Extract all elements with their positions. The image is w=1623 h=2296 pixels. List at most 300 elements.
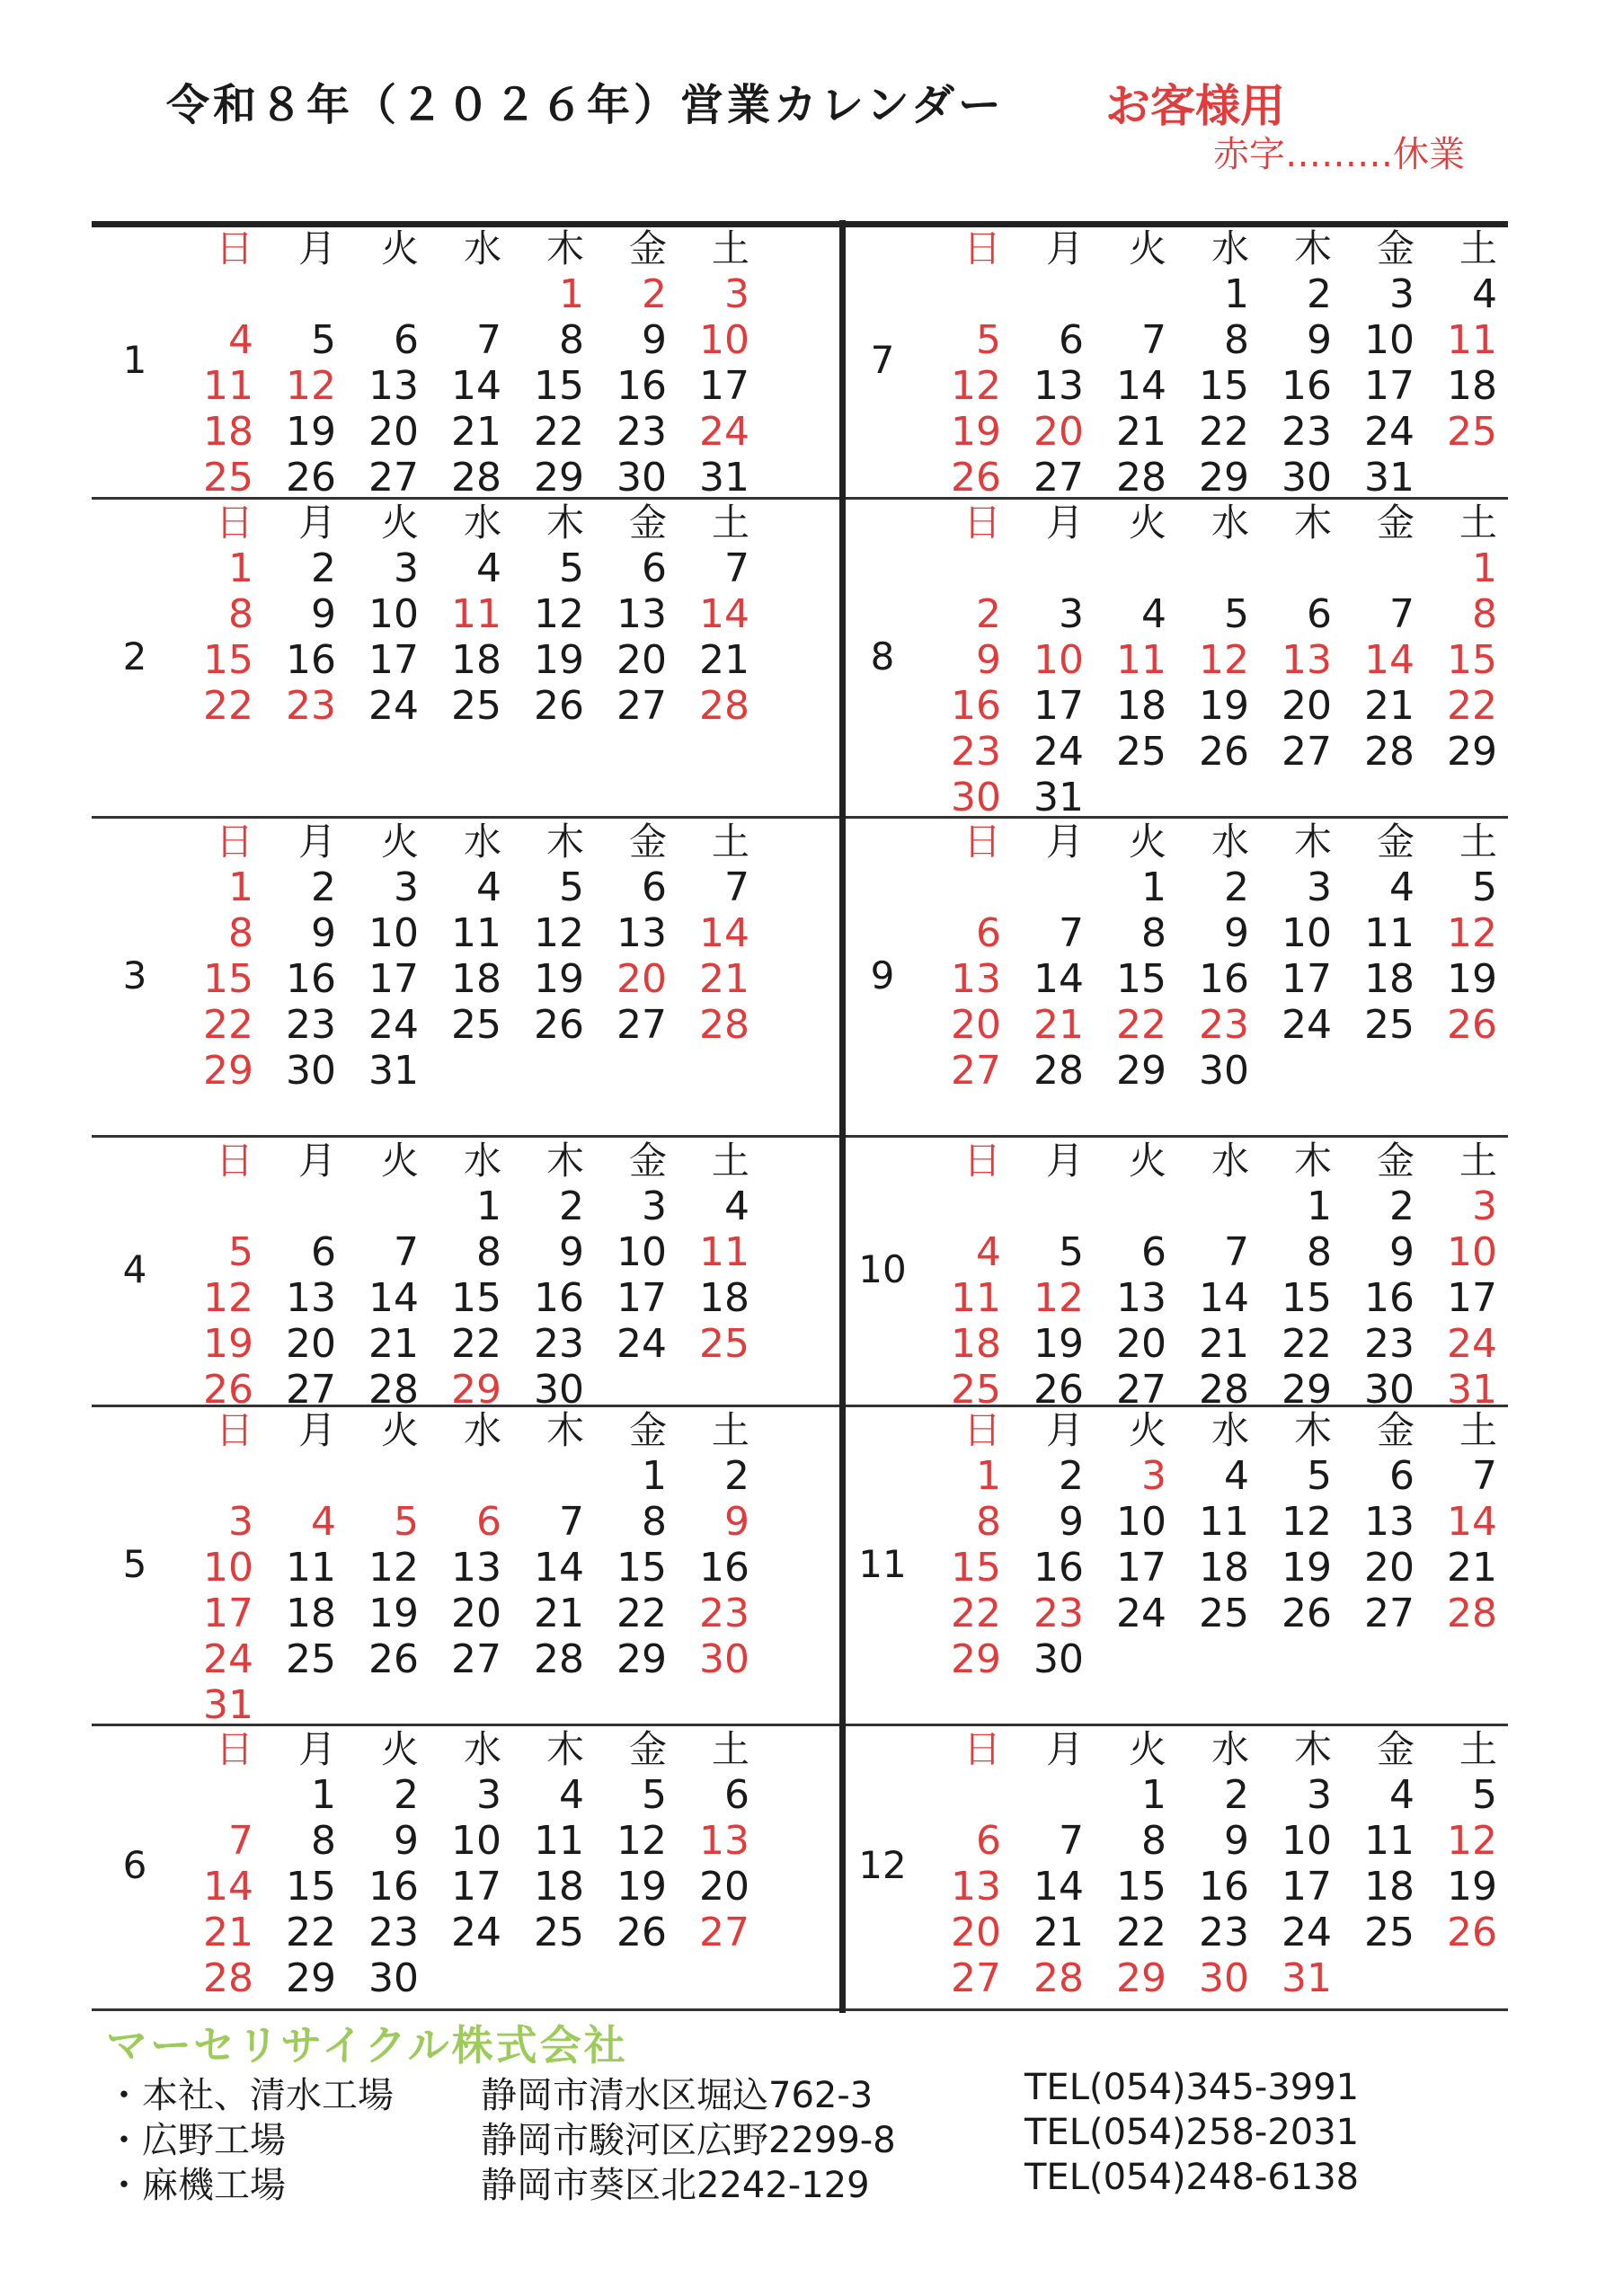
weekday-header: 火 (380, 501, 419, 545)
calendar-day: 27 (1033, 455, 1084, 501)
calendar-day: 21 (534, 1591, 584, 1636)
calendar-day: 27 (616, 1002, 667, 1048)
weekday-header: 日 (215, 226, 253, 270)
calendar-day-holiday: 19 (951, 409, 1001, 455)
calendar-day: 7 (476, 317, 501, 363)
calendar-day-holiday: 14 (203, 1864, 253, 1910)
calendar-day: 25 (1364, 1002, 1415, 1048)
weekday-header: 金 (1376, 1727, 1415, 1771)
weekday-header: 水 (463, 501, 501, 545)
calendar-day: 16 (616, 363, 667, 409)
calendar-day: 6 (311, 1229, 336, 1275)
calendar-day: 28 (451, 455, 501, 501)
weekday-header: 水 (1211, 1408, 1249, 1452)
calendar-day-holiday: 5 (976, 317, 1001, 363)
calendar-day: 21 (1116, 409, 1166, 455)
calendar-day: 19 (616, 1864, 667, 1910)
calendar-day-holiday: 28 (699, 683, 749, 729)
weekday-header: 土 (711, 1408, 749, 1452)
weekday-header: 火 (380, 1139, 419, 1183)
calendar-day-holiday: 29 (203, 1048, 253, 1094)
calendar-day: 7 (1224, 1229, 1249, 1275)
calendar-day: 15 (451, 1275, 501, 1321)
calendar-day: 9 (394, 1818, 419, 1864)
calendar-day: 19 (1447, 956, 1497, 1002)
calendar-day: 26 (286, 455, 336, 501)
calendar-day: 30 (616, 455, 667, 501)
calendar-day: 5 (311, 317, 336, 363)
calendar-day: 4 (559, 1772, 584, 1818)
calendar-day: 20 (286, 1321, 336, 1367)
month-label: 3 (122, 953, 147, 997)
calendar-day: 17 (1033, 683, 1084, 729)
calendar-day: 8 (559, 317, 584, 363)
weekday-header: 水 (1211, 1727, 1249, 1771)
weekday-header: 日 (962, 1139, 1001, 1183)
calendar-day: 5 (1224, 591, 1249, 637)
calendar-day: 5 (642, 1772, 667, 1818)
calendar-day: 18 (1199, 1545, 1249, 1591)
calendar-day-holiday: 26 (1447, 1910, 1497, 1955)
calendar-day: 2 (1224, 864, 1249, 910)
calendar-day: 29 (534, 455, 584, 501)
calendar-day: 6 (724, 1772, 749, 1818)
calendar-day: 29 (286, 1955, 336, 2001)
calendar-day: 22 (1282, 1321, 1332, 1367)
weekday-header: 金 (628, 501, 667, 545)
calendar-day: 3 (1389, 271, 1415, 317)
calendar-day: 5 (559, 545, 584, 591)
calendar-day: 16 (1364, 1275, 1415, 1321)
weekday-header: 日 (962, 1408, 1001, 1452)
calendar-day: 15 (1116, 956, 1166, 1002)
calendar-day-holiday: 20 (1033, 409, 1084, 455)
weekday-header: 水 (463, 1139, 501, 1183)
calendar-day-holiday: 28 (699, 1002, 749, 1048)
calendar-day: 6 (1141, 1229, 1166, 1275)
calendar-day-holiday: 28 (203, 1955, 253, 2001)
calendar-day: 25 (451, 683, 501, 729)
calendar-day: 28 (1033, 1048, 1084, 1094)
calendar-day: 3 (1059, 591, 1084, 637)
calendar-day-holiday: 27 (699, 1910, 749, 1955)
calendar-day: 7 (1389, 591, 1415, 637)
calendar-day: 27 (368, 455, 419, 501)
calendar-day: 16 (286, 637, 336, 683)
calendar-day-holiday: 1 (228, 864, 253, 910)
weekday-header: 火 (1128, 1139, 1166, 1183)
calendar-day-holiday: 5 (394, 1499, 419, 1545)
calendar-day: 22 (1116, 1910, 1166, 1955)
weekday-header: 土 (711, 1727, 749, 1771)
calendar-day: 23 (534, 1321, 584, 1367)
weekday-header: 水 (1211, 1139, 1249, 1183)
calendar-day: 27 (286, 1367, 336, 1413)
calendar-day: 9 (311, 591, 336, 637)
weekday-header: 月 (1045, 501, 1084, 545)
calendar-day-holiday: 28 (1447, 1591, 1497, 1636)
calendar-day: 9 (1224, 910, 1249, 956)
weekday-header: 水 (1211, 820, 1249, 864)
calendar-day: 12 (1282, 1499, 1332, 1545)
calendar-day: 17 (451, 1864, 501, 1910)
month-label: 8 (870, 634, 895, 678)
calendar-day: 15 (1282, 1275, 1332, 1321)
calendar-day: 9 (1059, 1499, 1084, 1545)
calendar-day: 16 (1199, 1864, 1249, 1910)
calendar-day: 29 (1447, 729, 1497, 775)
calendar-day-holiday: 10 (203, 1545, 253, 1591)
calendar-day-holiday: 6 (976, 910, 1001, 956)
weekday-header: 月 (297, 1408, 336, 1452)
calendar-day: 17 (616, 1275, 667, 1321)
calendar-day: 1 (1224, 271, 1249, 317)
calendar-day: 31 (699, 455, 749, 501)
calendar-day-holiday: 21 (699, 956, 749, 1002)
row-divider (92, 816, 1508, 819)
calendar-day-holiday: 12 (286, 363, 336, 409)
calendar-day: 19 (1033, 1321, 1084, 1367)
calendar-day-holiday: 23 (286, 683, 336, 729)
calendar-day-holiday: 21 (1033, 1002, 1084, 1048)
office-address: 静岡市葵区北2242-129 (481, 2165, 870, 2206)
customer-label: お客様用 (1105, 80, 1285, 132)
calendar-day: 20 (1364, 1545, 1415, 1591)
holiday-legend: 赤字………休業 (1213, 134, 1465, 175)
calendar-day: 19 (368, 1591, 419, 1636)
calendar-day-holiday: 14 (699, 591, 749, 637)
calendar-day: 2 (1389, 1183, 1415, 1229)
calendar-day: 9 (559, 1229, 584, 1275)
calendar-day: 10 (1364, 317, 1415, 363)
calendar-day-holiday: 12 (1447, 910, 1497, 956)
calendar-day: 20 (699, 1864, 749, 1910)
calendar-day: 24 (368, 683, 419, 729)
calendar-day: 24 (1282, 1910, 1332, 1955)
calendar-day: 18 (1116, 683, 1166, 729)
calendar-day: 12 (368, 1545, 419, 1591)
calendar-day-holiday: 22 (1447, 683, 1497, 729)
calendar-day: 30 (1364, 1367, 1415, 1413)
calendar-day: 31 (1033, 775, 1084, 820)
calendar-day: 1 (642, 1453, 667, 1499)
calendar-day: 6 (1307, 591, 1332, 637)
calendar-day: 7 (1059, 910, 1084, 956)
weekday-header: 火 (380, 226, 419, 270)
calendar-day-holiday: 11 (203, 363, 253, 409)
calendar-day: 3 (394, 545, 419, 591)
calendar-day-holiday: 8 (976, 1499, 1001, 1545)
calendar-day: 2 (311, 864, 336, 910)
calendar-day: 16 (1282, 363, 1332, 409)
calendar-day: 29 (616, 1636, 667, 1682)
weekday-header: 金 (1376, 501, 1415, 545)
calendar-day: 27 (616, 683, 667, 729)
calendar-day: 21 (368, 1321, 419, 1367)
weekday-header: 木 (1293, 1139, 1332, 1183)
weekday-header: 月 (297, 820, 336, 864)
weekday-header: 火 (1128, 501, 1166, 545)
calendar-day: 18 (1447, 363, 1497, 409)
calendar-day-holiday: 12 (1033, 1275, 1084, 1321)
calendar-day: 24 (451, 1910, 501, 1955)
calendar-day: 10 (451, 1818, 501, 1864)
calendar-day-holiday: 6 (476, 1499, 501, 1545)
calendar-day: 30 (534, 1367, 584, 1413)
weekday-header: 金 (1376, 226, 1415, 270)
calendar-day: 25 (286, 1636, 336, 1682)
calendar-day: 15 (616, 1545, 667, 1591)
month-label: 6 (122, 1843, 147, 1887)
calendar-day-holiday: 24 (1447, 1321, 1497, 1367)
calendar-day: 31 (1364, 455, 1415, 501)
calendar-day: 19 (1447, 1864, 1497, 1910)
calendar-day-holiday: 1 (228, 545, 253, 591)
calendar-day: 24 (1116, 1591, 1166, 1636)
calendar-day: 19 (534, 637, 584, 683)
calendar-day: 26 (1282, 1591, 1332, 1636)
calendar-day: 18 (534, 1864, 584, 1910)
calendar-day: 27 (1364, 1591, 1415, 1636)
calendar-day: 1 (1141, 864, 1166, 910)
calendar-day-holiday: 12 (1199, 637, 1249, 683)
calendar-day-holiday: 1 (1472, 545, 1497, 591)
calendar-day: 24 (1033, 729, 1084, 775)
weekday-header: 木 (545, 1139, 584, 1183)
calendar-day-holiday: 30 (951, 775, 1001, 820)
calendar-day: 16 (699, 1545, 749, 1591)
calendar-day: 5 (1307, 1453, 1332, 1499)
calendar-day: 4 (1389, 864, 1415, 910)
calendar-day-holiday: 23 (699, 1591, 749, 1636)
calendar-day-holiday: 11 (451, 591, 501, 637)
weekday-header: 火 (1128, 226, 1166, 270)
calendar-day: 17 (699, 363, 749, 409)
weekday-header: 日 (215, 1727, 253, 1771)
calendar-day: 9 (1224, 1818, 1249, 1864)
calendar-day: 14 (534, 1545, 584, 1591)
calendar-day-holiday: 23 (1199, 1002, 1249, 1048)
calendar-day: 30 (1282, 455, 1332, 501)
calendar-day: 30 (368, 1955, 419, 2001)
calendar-day: 24 (368, 1002, 419, 1048)
calendar-day: 23 (1364, 1321, 1415, 1367)
calendar-day: 10 (1116, 1499, 1166, 1545)
calendar-day: 8 (311, 1818, 336, 1864)
calendar-day: 6 (1059, 317, 1084, 363)
calendar-day: 6 (642, 864, 667, 910)
calendar-day-holiday: 28 (1033, 1955, 1084, 2001)
calendar-day-holiday: 1 (976, 1453, 1001, 1499)
calendar-day: 7 (724, 545, 749, 591)
weekday-header: 土 (711, 501, 749, 545)
month-label: 5 (122, 1542, 147, 1586)
weekday-header: 月 (1045, 820, 1084, 864)
calendar-day: 20 (616, 637, 667, 683)
weekday-header: 月 (297, 501, 336, 545)
weekday-header: 金 (628, 1408, 667, 1452)
calendar-day: 21 (451, 409, 501, 455)
calendar-day: 4 (476, 864, 501, 910)
calendar-day: 17 (368, 637, 419, 683)
calendar-day: 10 (616, 1229, 667, 1275)
calendar-day: 7 (394, 1229, 419, 1275)
calendar-day: 22 (616, 1591, 667, 1636)
calendar-day: 17 (1364, 363, 1415, 409)
office-name: ・広野工場 (106, 2120, 286, 2161)
weekday-header: 日 (215, 1139, 253, 1183)
calendar-day-holiday: 24 (203, 1636, 253, 1682)
calendar-day: 26 (616, 1910, 667, 1955)
calendar-day-holiday: 7 (228, 1818, 253, 1864)
calendar-day: 10 (368, 591, 419, 637)
calendar-day: 30 (1033, 1636, 1084, 1682)
calendar-day: 16 (534, 1275, 584, 1321)
calendar-day: 17 (1116, 1545, 1166, 1591)
weekday-header: 木 (1293, 226, 1332, 270)
calendar-day: 21 (1447, 1545, 1497, 1591)
calendar-day-holiday: 3 (724, 271, 749, 317)
weekday-header: 月 (1045, 226, 1084, 270)
calendar-day: 25 (534, 1910, 584, 1955)
weekday-header: 日 (962, 820, 1001, 864)
row-divider (92, 1135, 1508, 1138)
calendar-day-holiday: 11 (951, 1275, 1001, 1321)
weekday-header: 木 (1293, 1408, 1332, 1452)
weekday-header: 月 (297, 1139, 336, 1183)
calendar-day-holiday: 3 (1472, 1183, 1497, 1229)
calendar-day-holiday: 22 (1116, 1002, 1166, 1048)
calendar-day: 2 (1224, 1772, 1249, 1818)
calendar-day-holiday: 31 (203, 1682, 253, 1728)
calendar-day: 22 (534, 409, 584, 455)
calendar-day: 18 (286, 1591, 336, 1636)
calendar-day-holiday: 8 (228, 591, 253, 637)
calendar-day-holiday: 1 (559, 271, 584, 317)
calendar-day: 17 (1282, 956, 1332, 1002)
calendar-day: 6 (642, 545, 667, 591)
calendar-day: 3 (642, 1183, 667, 1229)
calendar-day-holiday: 14 (1364, 637, 1415, 683)
calendar-day: 7 (559, 1499, 584, 1545)
month-label: 4 (122, 1247, 147, 1291)
calendar-day-holiday: 25 (1447, 409, 1497, 455)
weekday-header: 土 (1459, 501, 1497, 545)
calendar-day: 29 (1116, 1048, 1166, 1094)
calendar-day-holiday: 20 (951, 1910, 1001, 1955)
month-label: 12 (858, 1843, 907, 1887)
calendar-day-holiday: 31 (1447, 1367, 1497, 1413)
calendar-day: 13 (1033, 363, 1084, 409)
calendar-day-holiday: 18 (203, 409, 253, 455)
month-label: 11 (858, 1542, 907, 1586)
calendar-day-holiday: 25 (699, 1321, 749, 1367)
calendar-day: 26 (1033, 1367, 1084, 1413)
calendar-day: 15 (1116, 1864, 1166, 1910)
calendar-day: 24 (1282, 1002, 1332, 1048)
calendar-day-holiday: 12 (951, 363, 1001, 409)
calendar-day: 5 (559, 864, 584, 910)
calendar-day: 16 (368, 1864, 419, 1910)
calendar-day: 11 (451, 910, 501, 956)
calendar-day: 17 (368, 956, 419, 1002)
weekday-header: 金 (1376, 1408, 1415, 1452)
weekday-header: 水 (1211, 226, 1249, 270)
calendar-day-holiday: 22 (951, 1591, 1001, 1636)
calendar-day-holiday: 8 (228, 910, 253, 956)
calendar-day: 16 (286, 956, 336, 1002)
calendar-day: 21 (1364, 683, 1415, 729)
calendar-day: 8 (1224, 317, 1249, 363)
weekday-header: 水 (1211, 501, 1249, 545)
calendar-day: 31 (368, 1048, 419, 1094)
calendar-day-holiday: 3 (228, 1499, 253, 1545)
weekday-header: 木 (1293, 820, 1332, 864)
calendar-day: 19 (1199, 683, 1249, 729)
calendar-day: 2 (724, 1453, 749, 1499)
weekday-header: 金 (628, 226, 667, 270)
weekday-header: 金 (628, 1727, 667, 1771)
calendar-day: 2 (394, 1772, 419, 1818)
calendar-day: 15 (534, 363, 584, 409)
calendar-day-holiday: 3 (1141, 1453, 1166, 1499)
calendar-day: 9 (642, 317, 667, 363)
calendar-day: 28 (1199, 1367, 1249, 1413)
calendar-day-holiday: 23 (1033, 1591, 1084, 1636)
weekday-header: 木 (545, 820, 584, 864)
calendar-day-holiday: 5 (228, 1229, 253, 1275)
calendar-day-holiday: 29 (951, 1636, 1001, 1682)
weekday-header: 火 (1128, 1408, 1166, 1452)
calendar-day: 28 (1364, 729, 1415, 775)
calendar-day: 18 (451, 956, 501, 1002)
calendar-day-holiday: 27 (951, 1048, 1001, 1094)
calendar-day: 14 (1199, 1275, 1249, 1321)
calendar-day-holiday: 14 (1447, 1499, 1497, 1545)
calendar-day: 10 (1282, 1818, 1332, 1864)
calendar-day: 4 (1389, 1772, 1415, 1818)
calendar-day: 28 (1116, 455, 1166, 501)
row-divider (92, 2008, 1508, 2011)
calendar-day: 2 (559, 1183, 584, 1229)
calendar-day: 13 (616, 591, 667, 637)
calendar-day: 10 (368, 910, 419, 956)
weekday-header: 火 (1128, 820, 1166, 864)
calendar-day: 19 (534, 956, 584, 1002)
calendar-day-holiday: 13 (699, 1818, 749, 1864)
calendar-day-holiday: 4 (228, 317, 253, 363)
calendar-day: 3 (394, 864, 419, 910)
calendar-day: 25 (1199, 1591, 1249, 1636)
calendar-day-holiday: 19 (203, 1321, 253, 1367)
weekday-header: 日 (962, 226, 1001, 270)
calendar-day-holiday: 25 (951, 1367, 1001, 1413)
calendar-day-holiday: 22 (203, 1002, 253, 1048)
calendar-day: 20 (451, 1591, 501, 1636)
calendar-day: 6 (1389, 1453, 1415, 1499)
calendar-day-holiday: 23 (951, 729, 1001, 775)
calendar-day: 8 (1307, 1229, 1332, 1275)
office-name: ・麻機工場 (106, 2165, 286, 2206)
calendar-day: 6 (394, 317, 419, 363)
calendar-day: 26 (534, 1002, 584, 1048)
calendar-day: 22 (286, 1910, 336, 1955)
calendar-day: 13 (616, 910, 667, 956)
weekday-header: 木 (545, 1408, 584, 1452)
month-label: 10 (858, 1247, 907, 1291)
calendar-day: 4 (1224, 1453, 1249, 1499)
weekday-header: 水 (463, 1727, 501, 1771)
